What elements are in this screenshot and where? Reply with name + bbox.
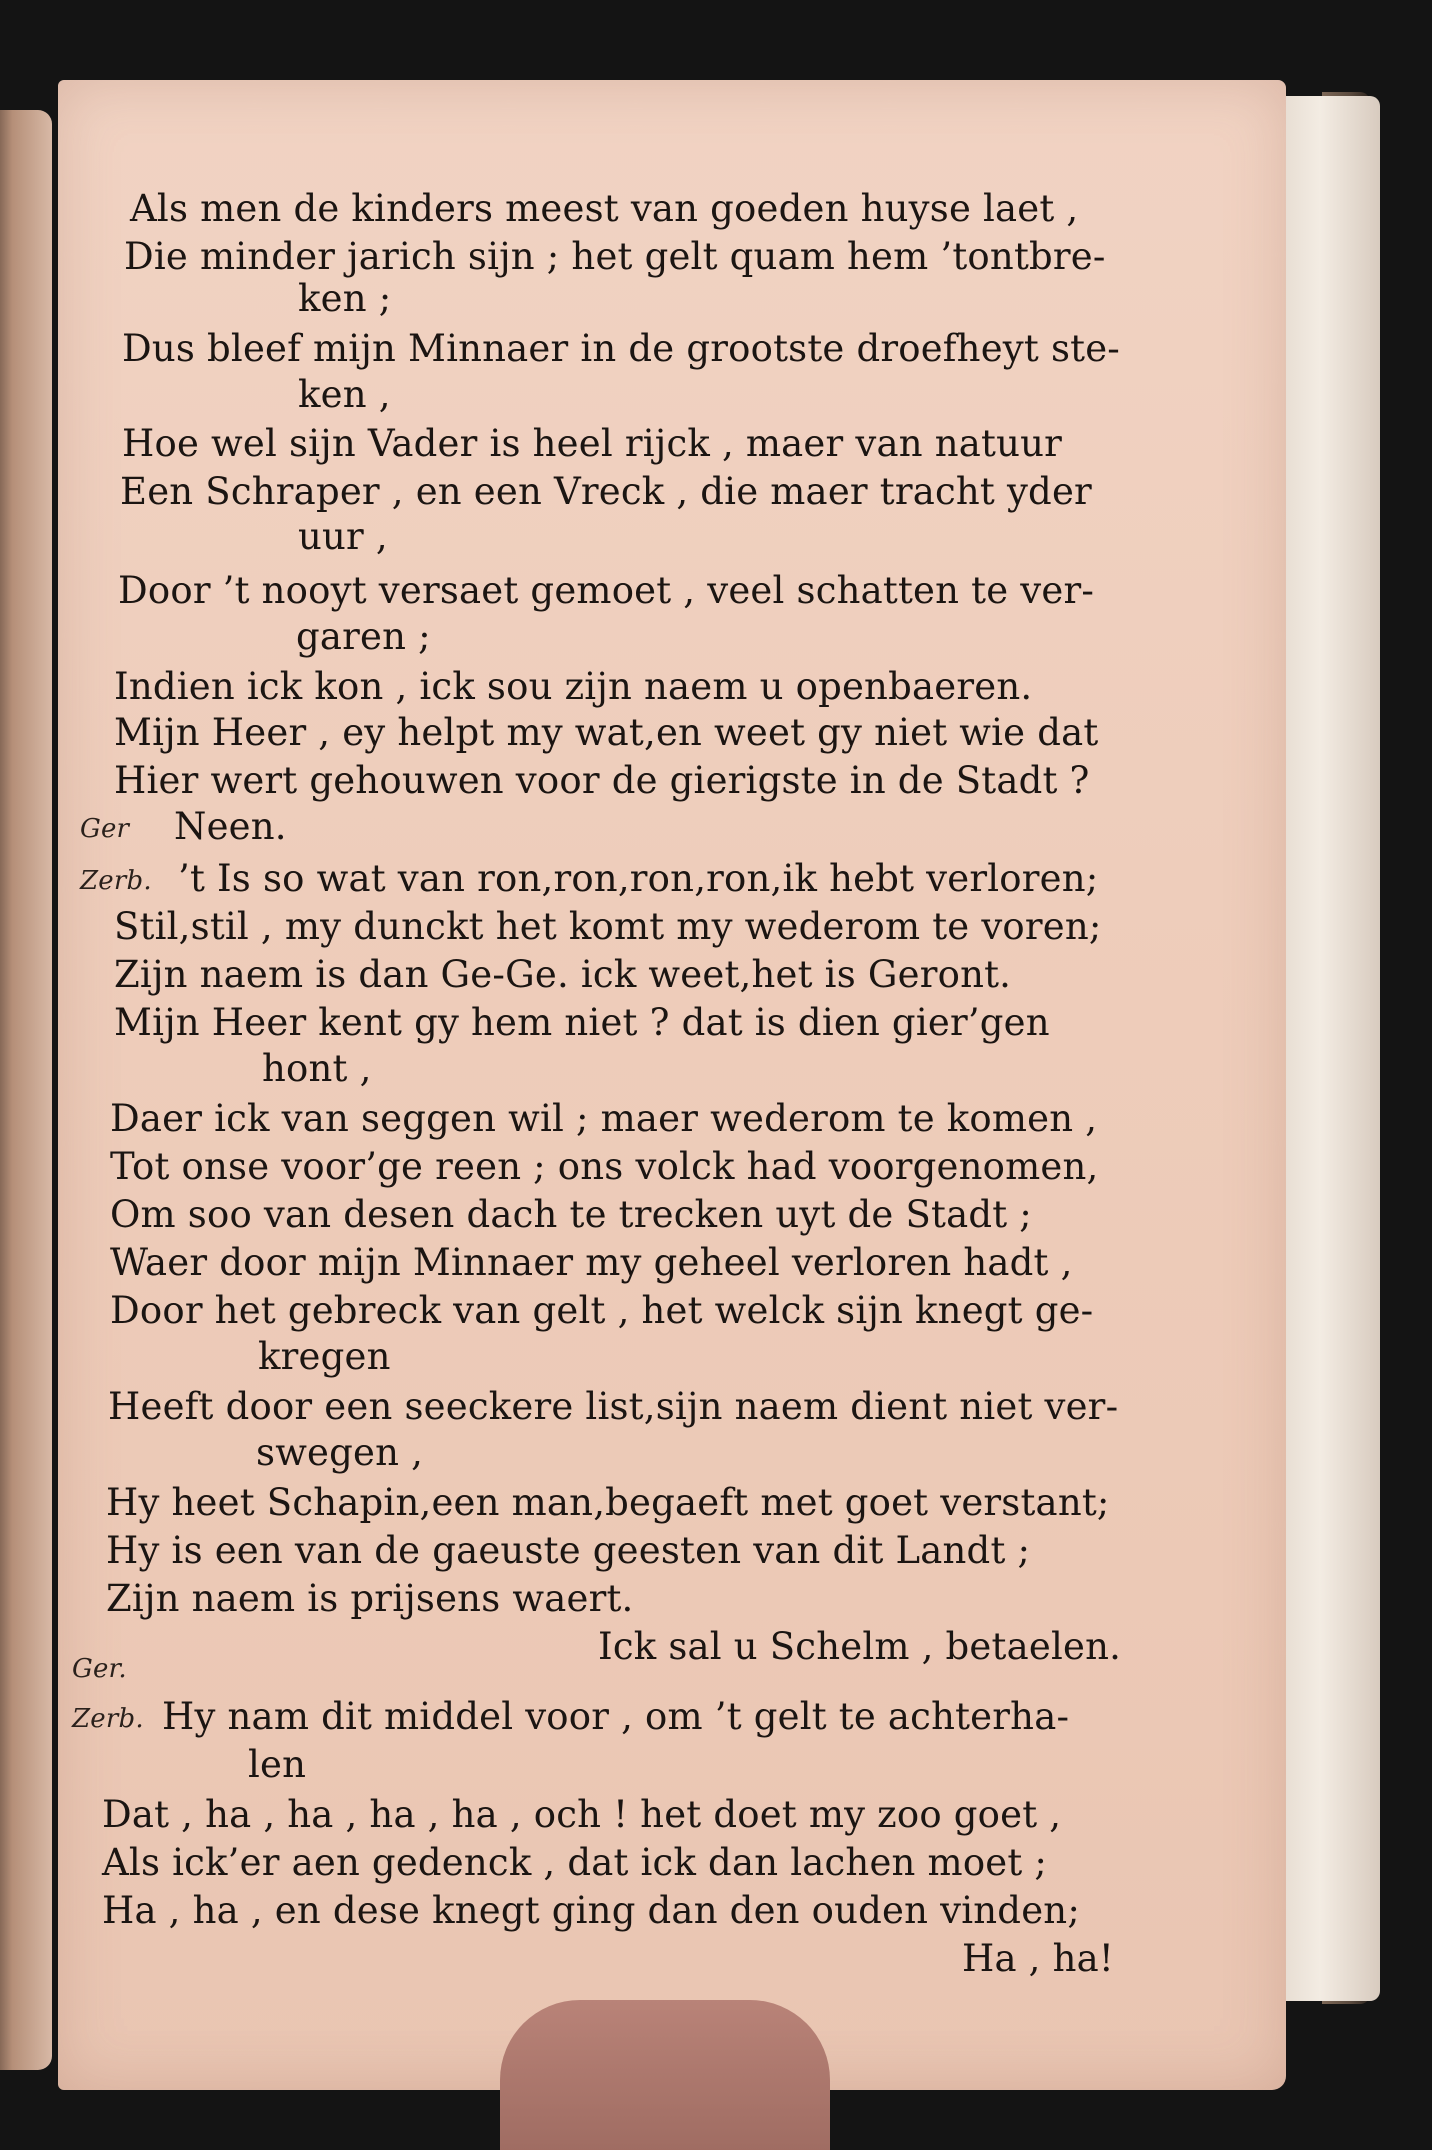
text-line: Door het gebreck van gelt , het welck sijn knegt ge- [110,1289,1094,1332]
text-line: Die minder jarich sijn ; het gelt quam hem ’tontbre- [124,235,1106,278]
text-line: len [248,1743,307,1786]
text-line: Als ick’er aen gedenck , dat ick dan lachen moet ; [102,1841,1048,1884]
text-line: ’t Is so wat van ron,ron,ron,ron,ik hebt verloren; [178,857,1099,900]
text-line: Zijn naem is prijsens waert. [106,1577,634,1620]
text-line: swegen , [256,1431,424,1474]
text-line: Ha , ha , en dese knegt ging dan den ouden vinden; [102,1889,1080,1932]
text-line: Indien ick kon , ick sou zijn naem u openbaeren. [114,665,1033,708]
text-line: Hy heet Schapin,een man,begaeft met goet verstant; [106,1481,1110,1524]
text-line: Daer ick van seggen wil ; maer wederom te komen , [110,1097,1098,1140]
speaker-label: Ger [80,814,130,844]
text-line: Als men de kinders meest van goeden huyse laet , [130,187,1079,230]
text-line: Hy nam dit middel voor , om ’t gelt te achterha- [162,1695,1070,1738]
text-line: Mijn Heer kent gy hem niet ? dat is dien gier’gen [114,1001,1050,1044]
text-line: Mijn Heer , ey helpt my wat,en weet gy niet wie dat [114,711,1099,754]
text-line: Zijn naem is dan Ge-Ge. ick weet,het is Geront. [114,953,1012,996]
previous-page-edge [0,110,52,2070]
text-line: Een Schraper , en een Vreck , die maer tracht yder [120,470,1092,513]
text-line: Hoe wel sijn Vader is heel rijck , maer van natuur [122,422,1063,465]
text-line: Dus bleef mijn Minnaer in de grootste droefheyt ste- [122,327,1120,370]
text-line: Neen. [174,805,287,848]
text-line: Heeft door een seeckere list,sijn naem dient niet ver- [108,1385,1119,1428]
page-text [58,80,1286,2090]
text-line: kregen [258,1335,391,1378]
text-line: ken ; [298,277,392,320]
speaker-label: Zerb. [80,866,152,896]
text-line: Door ’t nooyt versaet gemoet , veel schatten te ver- [118,569,1095,612]
text-line: Dat , ha , ha , ha , ha , och ! het doet my zoo goet , [102,1793,1062,1836]
text-line: Hier wert gehouwen voor de gierigste in de Stadt ? [114,759,1090,802]
finger-holding-page [500,2000,830,2150]
speaker-label: Zerb. [72,1704,144,1734]
text-line: garen ; [296,615,431,658]
text-line: Tot onse voor’ge reen ; ons volck had voorgenomen, [110,1145,1099,1188]
text-line: Ick sal u Schelm , betaelen. [598,1625,1122,1668]
speaker-label: Ger. [72,1654,127,1684]
text-line: Ha , ha! [962,1937,1114,1980]
text-line: hont , [262,1047,372,1090]
text-line: Stil,stil , my dunckt het komt my wederom te voren; [114,905,1102,948]
book-page [58,80,1286,2090]
text-line: Hy is een van de gaeuste geesten van dit Landt ; [106,1529,1031,1572]
text-line: ken , [298,373,391,416]
text-line: uur , [298,515,388,558]
text-line: Waer door mijn Minnaer my geheel verloren hadt , [110,1241,1073,1284]
text-line: Om soo van desen dach te trecken uyt de Stadt ; [110,1193,1032,1236]
